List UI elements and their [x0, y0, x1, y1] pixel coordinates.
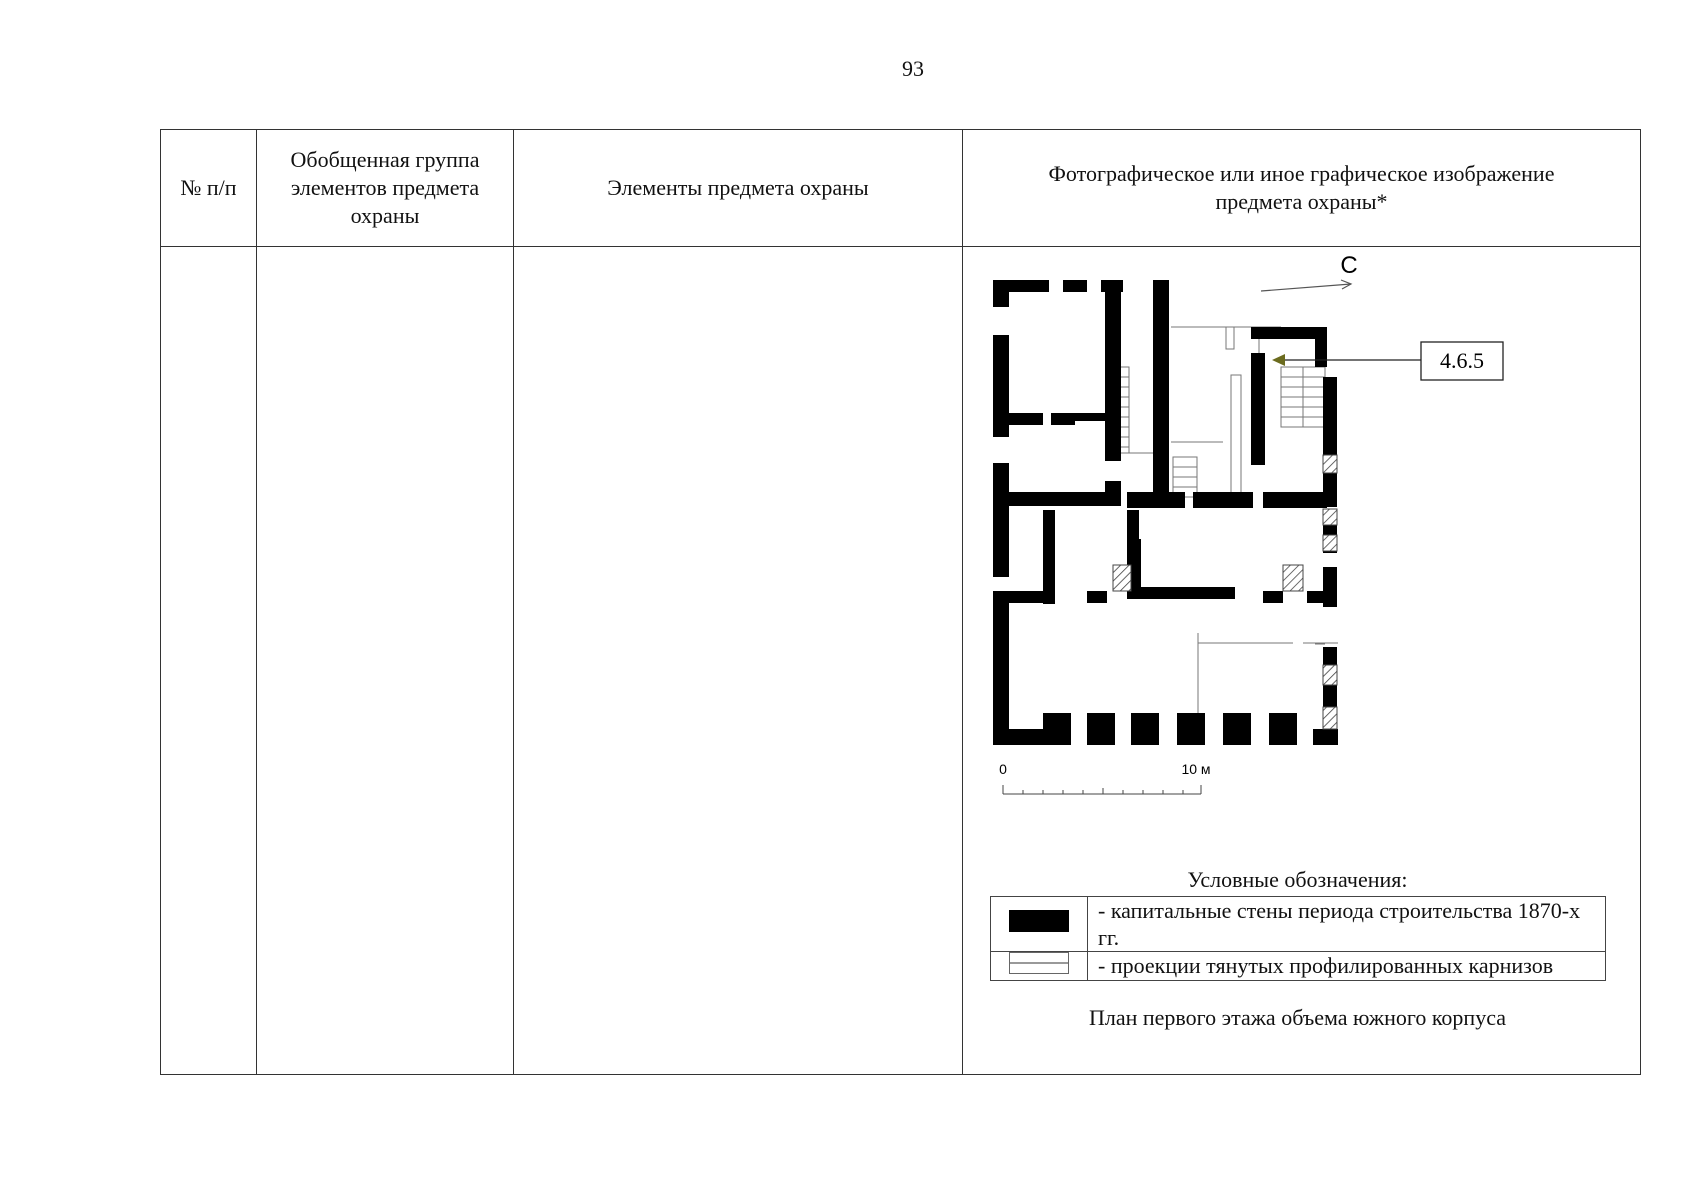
- header-group: Обобщенная группа элементов предмета охраны: [257, 130, 514, 247]
- table-row: [161, 247, 1641, 1075]
- north-arrow-icon: [1261, 280, 1351, 291]
- scale-start-label: 0: [999, 761, 1007, 777]
- cell-group: [257, 247, 514, 1075]
- callout-arrow-icon: [1272, 354, 1421, 366]
- scale-end-label: 10 м: [1181, 761, 1211, 777]
- north-label: С: [1340, 252, 1358, 279]
- legend-text-cornice: - проекции тянутых профилированных карнизов: [1088, 952, 1606, 981]
- cornice-projection-swatch-icon: [1009, 952, 1069, 974]
- header-image: Фотографическое или иное графическое изображение предмета охраны*: [963, 130, 1641, 247]
- page-number: 93: [902, 56, 924, 81]
- scale-bar: [1003, 785, 1201, 794]
- cell-number: [161, 247, 257, 1075]
- legend-row: [991, 897, 1606, 952]
- legend-table: [990, 896, 1606, 981]
- legend-caption: Условные обозначения:: [1187, 867, 1408, 892]
- interior-lines: [1109, 327, 1338, 727]
- protection-subject-table: [160, 129, 1641, 1075]
- cell-elements: [514, 247, 963, 1075]
- legend-swatch-cornice: [991, 952, 1088, 981]
- plan-title: План первого этажа объема южного корпуса: [1088, 1005, 1506, 1030]
- header-number: № п/п: [161, 130, 257, 247]
- header-elements: Элементы предмета охраны: [514, 130, 963, 247]
- legend-row: [991, 952, 1606, 981]
- legend-text-capital-wall: - капитальные стены периода строительства 1870-х гг.: [1088, 897, 1606, 952]
- capital-wall-swatch-icon: [1009, 910, 1069, 932]
- callout-label: 4.6.5: [1440, 348, 1484, 373]
- cell-image: [963, 247, 1641, 1075]
- table-header-row: [161, 130, 1641, 247]
- legend-swatch-capital-wall: [991, 897, 1088, 952]
